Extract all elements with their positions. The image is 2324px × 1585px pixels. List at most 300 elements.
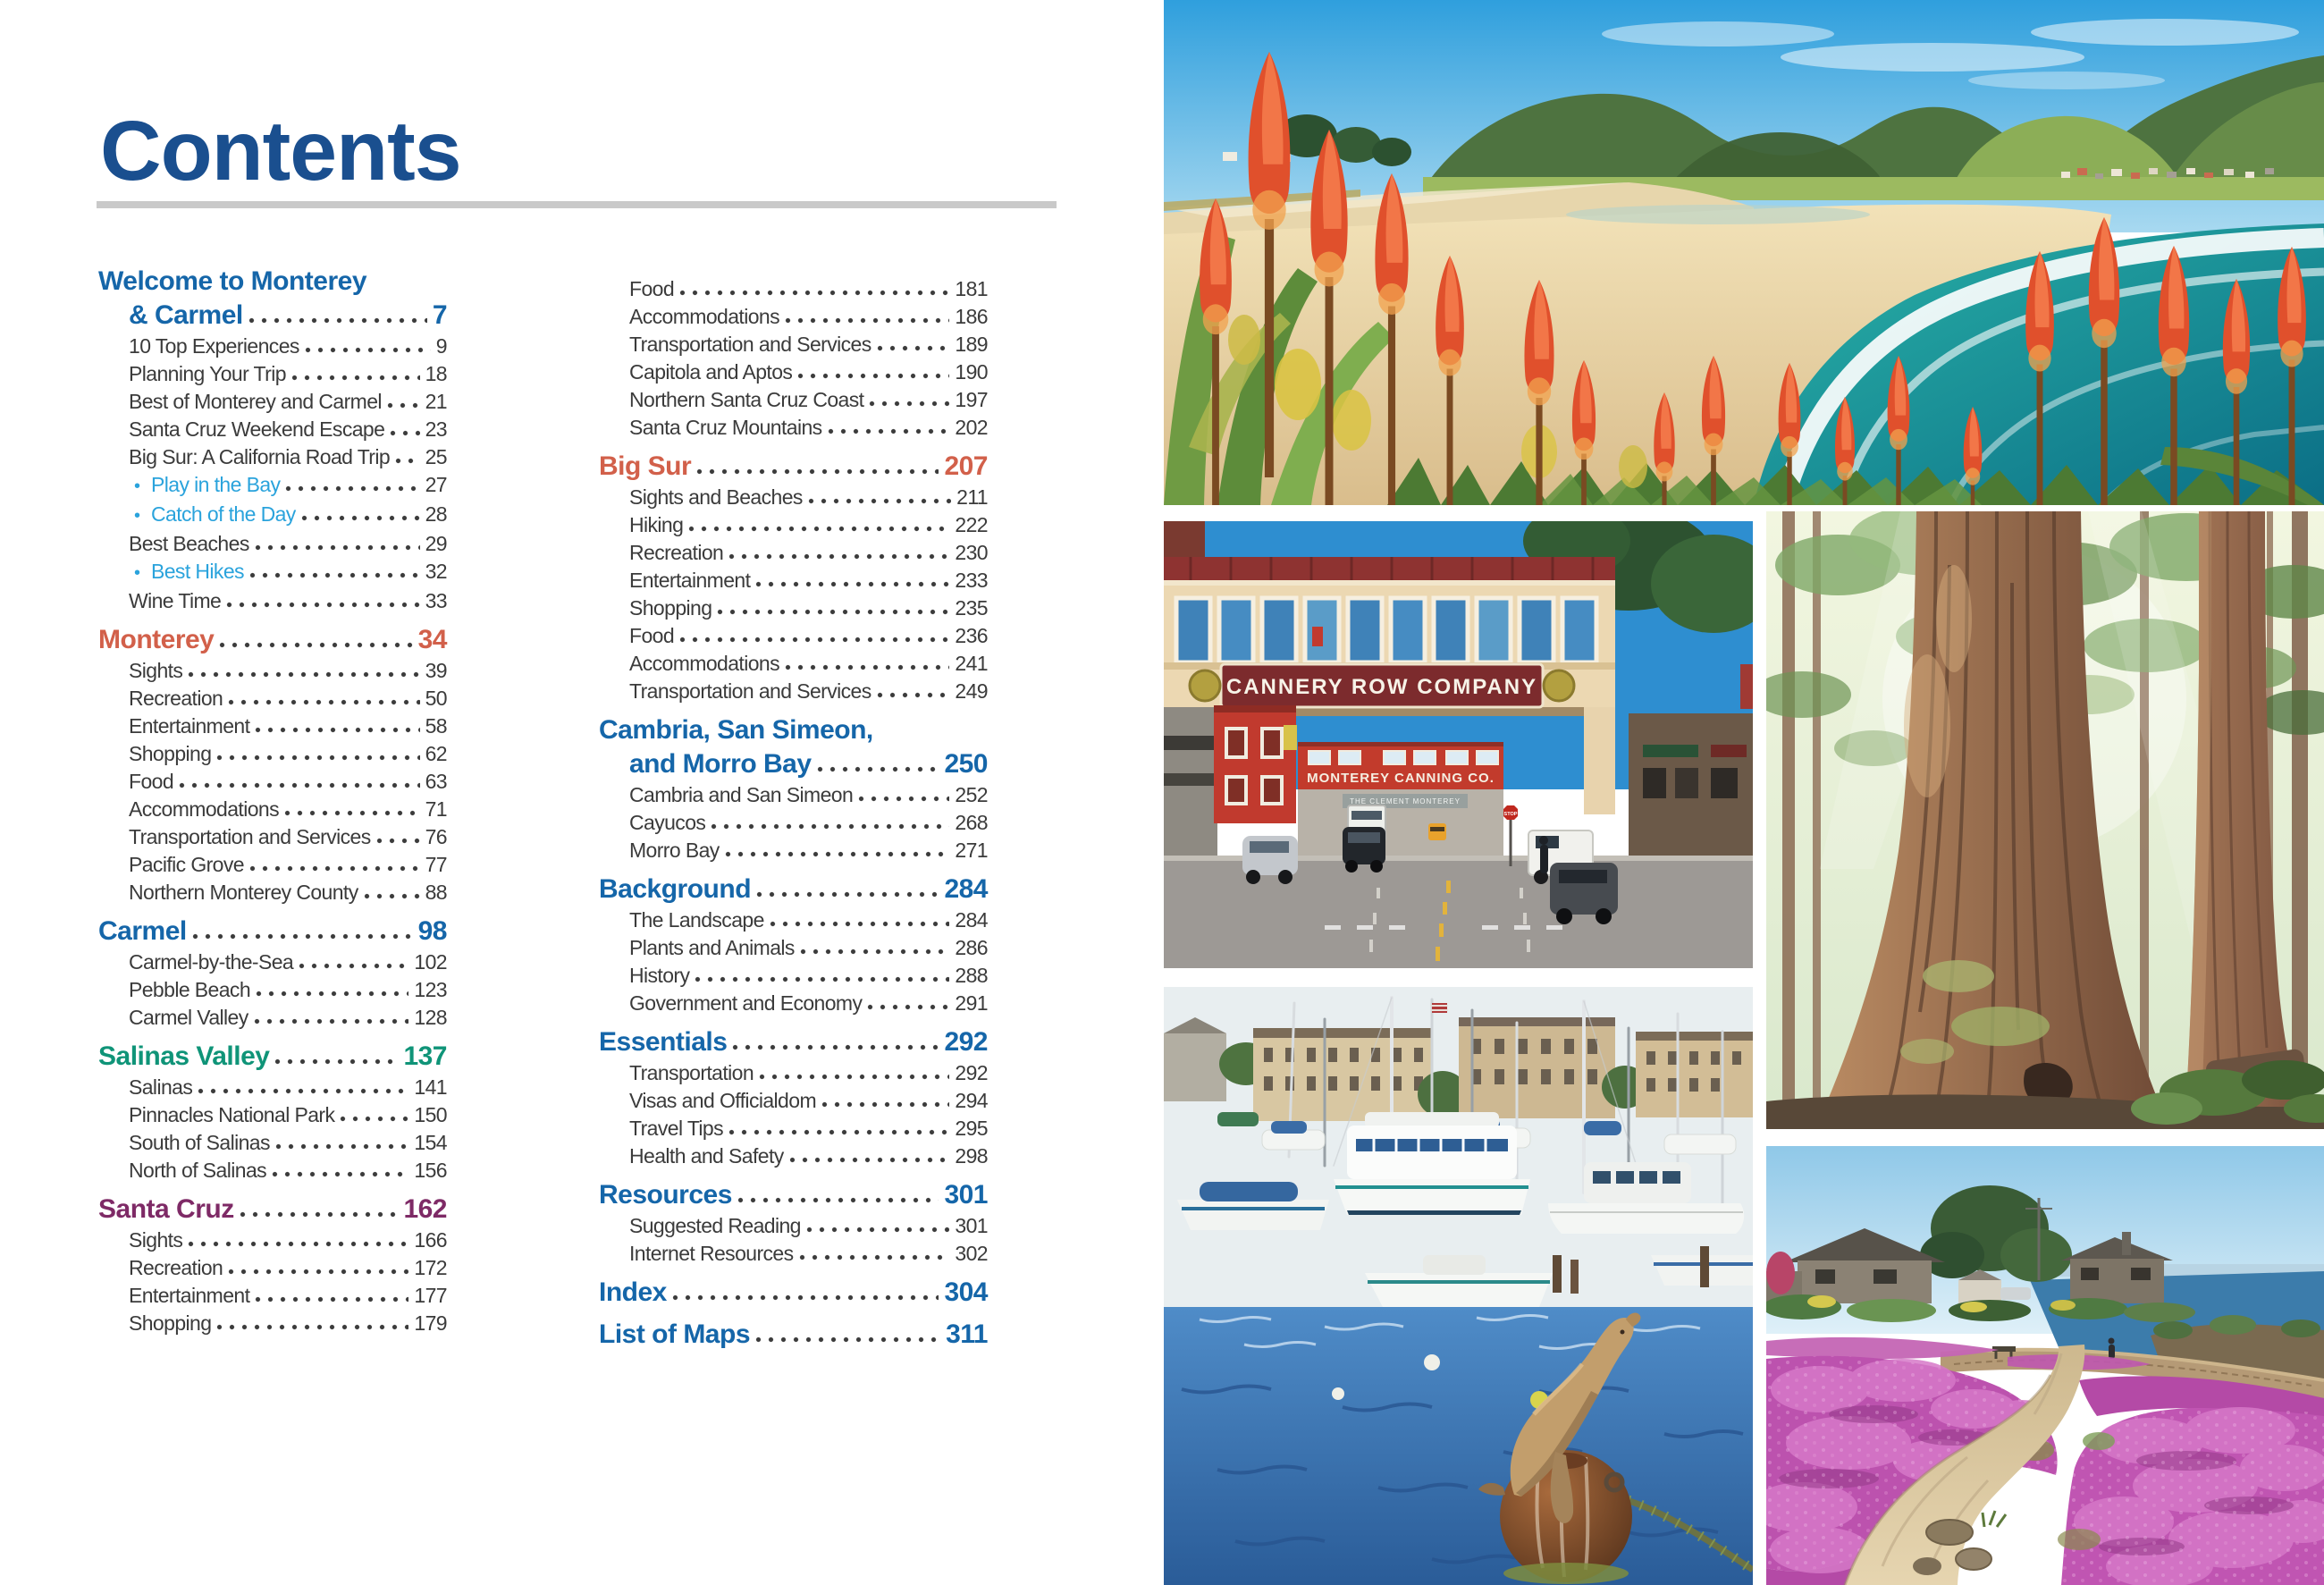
dot-leader bbox=[770, 921, 950, 927]
dot-leader bbox=[390, 430, 419, 436]
entry-label: Catch of the Day bbox=[151, 502, 296, 526]
entry-label: Sights bbox=[129, 659, 183, 682]
section-page-number: 207 bbox=[944, 451, 988, 481]
dot-leader bbox=[679, 290, 949, 296]
dot-leader bbox=[192, 933, 413, 940]
section-heading-label: Monterey bbox=[98, 625, 215, 654]
dot-leader bbox=[867, 1004, 949, 1010]
bullet-icon: • bbox=[134, 506, 140, 526]
entry-page-number: 71 bbox=[425, 797, 447, 821]
dot-leader bbox=[725, 851, 950, 857]
entry-page-number: 288 bbox=[955, 964, 988, 987]
toc-entry bbox=[599, 781, 988, 809]
entry-page-number: 77 bbox=[425, 853, 447, 876]
dot-leader bbox=[785, 664, 949, 670]
entry-label: Transportation bbox=[629, 1061, 754, 1084]
section-heading-line1: Welcome to Monterey bbox=[98, 266, 367, 296]
section-heading-label: Index bbox=[599, 1277, 667, 1307]
entry-page-number: 301 bbox=[955, 1214, 988, 1237]
dot-leader bbox=[291, 375, 420, 381]
dot-leader bbox=[759, 1074, 949, 1080]
entry-label: Cayucos bbox=[629, 811, 706, 834]
dot-leader bbox=[672, 1294, 939, 1301]
entry-page-number: 271 bbox=[955, 839, 988, 862]
toc-entry bbox=[599, 934, 988, 962]
dot-leader bbox=[808, 498, 951, 504]
section-heading-label: Resources bbox=[599, 1180, 732, 1210]
entry-label: History bbox=[629, 964, 690, 987]
entry-label: Accommodations bbox=[129, 797, 280, 821]
dot-leader bbox=[728, 1129, 949, 1135]
page-title: Contents bbox=[100, 104, 461, 198]
dot-leader bbox=[228, 699, 419, 705]
dot-leader bbox=[248, 317, 427, 324]
entry-page-number: 286 bbox=[955, 936, 988, 959]
toc-section-index bbox=[599, 1276, 988, 1310]
section-page-number: 284 bbox=[944, 874, 988, 904]
toc-entry-highlight bbox=[98, 471, 447, 501]
entry-page-number: 295 bbox=[955, 1117, 988, 1140]
entry-label: Planning Your Trip bbox=[129, 362, 286, 385]
entry-label: Health and Safety bbox=[629, 1144, 784, 1168]
entry-label: Entertainment bbox=[129, 1284, 250, 1307]
toc-entry bbox=[98, 851, 447, 879]
entry-page-number: 50 bbox=[425, 687, 447, 710]
dot-leader bbox=[717, 609, 949, 615]
toc-entry bbox=[98, 1129, 447, 1157]
section-heading bbox=[98, 915, 447, 948]
entry-label: Food bbox=[129, 770, 174, 793]
toc-entry bbox=[599, 594, 988, 622]
entry-page-number: 202 bbox=[955, 416, 988, 439]
entry-label: Pacific Grove bbox=[129, 853, 244, 876]
section-heading-label: Essentials bbox=[599, 1027, 728, 1057]
beach-illustration bbox=[1164, 0, 2324, 505]
entry-page-number: 241 bbox=[955, 652, 988, 675]
toc-entry bbox=[599, 539, 988, 567]
entry-page-number: 230 bbox=[955, 541, 988, 564]
entry-page-number: 249 bbox=[955, 679, 988, 703]
dot-leader bbox=[756, 891, 939, 898]
entry-label: Food bbox=[629, 624, 675, 647]
clement-sign-text: THE CLEMENT MONTEREY bbox=[1350, 797, 1461, 805]
dot-leader bbox=[755, 581, 949, 587]
dot-leader bbox=[797, 373, 949, 379]
entry-page-number: 186 bbox=[955, 305, 988, 328]
dot-leader bbox=[226, 602, 419, 608]
dot-leader bbox=[274, 1058, 398, 1065]
entry-label: Hiking bbox=[629, 513, 684, 536]
toc-entry bbox=[599, 1212, 988, 1240]
section-heading bbox=[599, 1276, 988, 1310]
section-page-number: 137 bbox=[403, 1041, 447, 1071]
entry-page-number: 179 bbox=[414, 1311, 447, 1335]
entry-page-number: 235 bbox=[955, 596, 988, 620]
entry-label: Santa Cruz Mountains bbox=[629, 416, 822, 439]
dot-leader bbox=[275, 1143, 409, 1150]
photo-ice-plant-path bbox=[1766, 1146, 2324, 1585]
dot-leader bbox=[679, 637, 949, 643]
entry-label: Capitola and Aptos bbox=[629, 360, 793, 384]
dot-leader bbox=[696, 468, 939, 475]
dot-leader bbox=[254, 1018, 409, 1024]
entry-label: Transportation and Services bbox=[629, 333, 872, 356]
toc-entry bbox=[98, 1004, 447, 1032]
dot-leader bbox=[249, 572, 420, 578]
toc-entry bbox=[599, 622, 988, 650]
entry-label: Northern Monterey County bbox=[129, 881, 358, 904]
section-page-number: 34 bbox=[417, 625, 447, 654]
dot-leader bbox=[240, 1211, 399, 1218]
toc-entry bbox=[98, 740, 447, 768]
redwoods-illustration bbox=[1766, 511, 2324, 1129]
entry-page-number: 252 bbox=[955, 783, 988, 806]
dot-leader bbox=[219, 642, 412, 648]
dot-leader bbox=[800, 948, 950, 955]
toc-entry bbox=[98, 1101, 447, 1129]
toc-entry bbox=[98, 333, 447, 360]
entry-label: Transportation and Services bbox=[129, 825, 371, 848]
dot-leader bbox=[858, 796, 949, 802]
dot-leader bbox=[789, 1157, 950, 1163]
dot-leader bbox=[828, 428, 950, 434]
entry-label: Santa Cruz Weekend Escape bbox=[129, 417, 385, 441]
toc-entry bbox=[599, 358, 988, 386]
toc-entry bbox=[599, 990, 988, 1017]
toc-entry bbox=[599, 837, 988, 864]
entry-page-number: 172 bbox=[414, 1256, 447, 1279]
section-heading bbox=[98, 1193, 447, 1227]
toc-section-essentials bbox=[599, 1025, 988, 1170]
entry-label: The Landscape bbox=[629, 908, 764, 932]
toc-entry bbox=[599, 906, 988, 934]
toc-column-1 bbox=[98, 265, 447, 1345]
entry-page-number: 222 bbox=[955, 513, 988, 536]
entry-page-number: 181 bbox=[955, 277, 988, 300]
entry-label: Best of Monterey and Carmel bbox=[129, 390, 382, 413]
toc-entry bbox=[98, 530, 447, 558]
section-page-number: 304 bbox=[944, 1277, 988, 1307]
toc-entry bbox=[599, 331, 988, 358]
entry-page-number: 76 bbox=[425, 825, 447, 848]
toc-entry bbox=[98, 712, 447, 740]
entry-page-number: 150 bbox=[414, 1103, 447, 1126]
entry-label: Accommodations bbox=[629, 652, 780, 675]
section-heading-label: List of Maps bbox=[599, 1319, 751, 1349]
entry-page-number: 236 bbox=[955, 624, 988, 647]
section-heading bbox=[599, 873, 988, 906]
entry-page-number: 21 bbox=[425, 390, 447, 413]
dot-leader bbox=[301, 515, 420, 521]
section-heading bbox=[98, 623, 447, 657]
entry-page-number: 211 bbox=[956, 485, 988, 509]
dot-leader bbox=[869, 400, 949, 407]
toc-entry bbox=[599, 386, 988, 414]
toc-entry bbox=[599, 678, 988, 705]
toc-entry bbox=[599, 1115, 988, 1142]
entry-label: Plants and Animals bbox=[629, 936, 795, 959]
dot-leader bbox=[255, 727, 419, 733]
entry-label: South of Salinas bbox=[129, 1131, 270, 1154]
entry-page-number: 141 bbox=[414, 1075, 447, 1099]
dot-leader bbox=[216, 1324, 408, 1330]
toc-entry bbox=[98, 976, 447, 1004]
toc-entry bbox=[599, 511, 988, 539]
dot-leader bbox=[817, 766, 939, 772]
entry-page-number: 154 bbox=[414, 1131, 447, 1154]
section-heading-label: Carmel bbox=[98, 916, 187, 946]
toc-entry bbox=[98, 796, 447, 823]
toc-entry bbox=[98, 1310, 447, 1337]
dot-leader bbox=[255, 1296, 408, 1303]
dot-leader bbox=[364, 893, 420, 899]
toc-entry bbox=[599, 1240, 988, 1268]
dot-leader bbox=[688, 526, 949, 532]
entry-label: Sights bbox=[129, 1228, 183, 1252]
toc-section-big-sur bbox=[599, 450, 988, 705]
dot-leader bbox=[198, 1088, 408, 1094]
harbor-illustration bbox=[1164, 987, 1753, 1585]
entry-label: Transportation and Services bbox=[629, 679, 872, 703]
stop-sign-text: STOP bbox=[1503, 812, 1518, 817]
entry-page-number: 294 bbox=[955, 1089, 988, 1112]
entry-page-number: 156 bbox=[414, 1159, 447, 1182]
entry-label: Sights and Beaches bbox=[629, 485, 803, 509]
dot-leader bbox=[395, 458, 420, 464]
dot-leader bbox=[387, 402, 420, 409]
toc-section-resources bbox=[599, 1178, 988, 1268]
entry-page-number: 23 bbox=[425, 417, 447, 441]
dot-leader bbox=[216, 755, 419, 761]
entry-page-number: 128 bbox=[414, 1006, 447, 1029]
dot-leader bbox=[728, 553, 949, 560]
photo-harbor-sea-lion bbox=[1164, 987, 1753, 1585]
entry-page-number: 190 bbox=[955, 360, 988, 384]
dot-leader bbox=[376, 838, 420, 844]
section-heading-label: Big Sur bbox=[599, 451, 692, 481]
toc-column-2 bbox=[599, 275, 988, 1360]
dot-leader bbox=[228, 1269, 408, 1275]
entry-label: Government and Economy bbox=[629, 991, 863, 1015]
entry-label: North of Salinas bbox=[129, 1159, 267, 1182]
entry-page-number: 102 bbox=[414, 950, 447, 974]
entry-label: 10 Top Experiences bbox=[129, 334, 299, 358]
entry-label: Entertainment bbox=[629, 569, 751, 592]
entry-label: Food bbox=[629, 277, 675, 300]
toc-entry bbox=[599, 275, 988, 303]
toc-section-salinas-valley bbox=[98, 1040, 447, 1185]
dot-leader bbox=[737, 1197, 939, 1203]
entry-page-number: 292 bbox=[955, 1061, 988, 1084]
toc-section-monterey bbox=[98, 623, 447, 906]
toc-entry bbox=[599, 414, 988, 442]
toc-entry bbox=[98, 587, 447, 615]
entry-label: Travel Tips bbox=[629, 1117, 724, 1140]
ice-plant-illustration bbox=[1766, 1146, 2324, 1585]
entry-label: Morro Bay bbox=[629, 839, 720, 862]
toc-entry bbox=[98, 657, 447, 685]
photo-beach-aloe bbox=[1164, 0, 2324, 505]
section-page-number: 250 bbox=[944, 749, 988, 779]
toc-section-carmel bbox=[98, 915, 447, 1032]
entry-page-number: 166 bbox=[414, 1228, 447, 1252]
entry-page-number: 28 bbox=[425, 502, 447, 526]
entry-page-number: 302 bbox=[955, 1242, 988, 1265]
dot-leader bbox=[285, 485, 419, 492]
section-heading-label: Santa Cruz bbox=[98, 1194, 234, 1224]
toc-entry bbox=[98, 1157, 447, 1185]
toc-section-cambria bbox=[599, 713, 988, 864]
section-page-number: 98 bbox=[417, 916, 447, 946]
entry-page-number: 58 bbox=[425, 714, 447, 738]
entry-label: Entertainment bbox=[129, 714, 250, 738]
entry-page-number: 27 bbox=[425, 473, 447, 496]
entry-label: Carmel-by-the-Sea bbox=[129, 950, 294, 974]
entry-page-number: 177 bbox=[414, 1284, 447, 1307]
dot-leader bbox=[695, 976, 949, 982]
dot-leader bbox=[284, 810, 420, 816]
section-page-number: 292 bbox=[944, 1027, 988, 1057]
toc-section-list-of-maps bbox=[599, 1318, 988, 1352]
toc-entry bbox=[98, 1227, 447, 1254]
dot-leader bbox=[305, 347, 431, 353]
entry-label: Best Hikes bbox=[151, 560, 244, 583]
canning-co-bridge bbox=[1298, 742, 1503, 875]
toc-entry bbox=[599, 484, 988, 511]
section-heading-line1: Cambria, San Simeon, bbox=[599, 715, 873, 745]
entry-label: Pebble Beach bbox=[129, 978, 251, 1001]
entry-page-number: 9 bbox=[435, 334, 447, 358]
toc-entry bbox=[98, 443, 447, 471]
section-page-number: 311 bbox=[946, 1319, 988, 1349]
entry-label: Pinnacles National Park bbox=[129, 1103, 335, 1126]
toc-entry bbox=[98, 1074, 447, 1101]
toc-entry bbox=[599, 1087, 988, 1115]
section-heading-label: & Carmel bbox=[129, 300, 243, 330]
dot-leader bbox=[188, 1241, 408, 1247]
section-heading-line2 bbox=[98, 299, 447, 333]
entry-page-number: 62 bbox=[425, 742, 447, 765]
entry-label: Cambria and San Simeon bbox=[629, 783, 854, 806]
entry-page-number: 189 bbox=[955, 333, 988, 356]
entry-label: Internet Resources bbox=[629, 1242, 794, 1265]
toc-entry bbox=[98, 416, 447, 443]
dot-leader bbox=[877, 692, 950, 698]
toc-entry bbox=[98, 948, 447, 976]
entry-label: Northern Santa Cruz Coast bbox=[629, 388, 864, 411]
entry-label: Recreation bbox=[129, 687, 223, 710]
dot-leader bbox=[255, 544, 420, 551]
entry-page-number: 63 bbox=[425, 770, 447, 793]
bullet-icon: • bbox=[134, 476, 140, 496]
dot-leader bbox=[799, 1254, 950, 1260]
dot-leader bbox=[179, 782, 420, 788]
section-heading bbox=[98, 1040, 447, 1074]
entry-page-number: 197 bbox=[955, 388, 988, 411]
toc-entry bbox=[599, 809, 988, 837]
entry-label: Recreation bbox=[129, 1256, 223, 1279]
toc-entry-highlight bbox=[98, 558, 447, 587]
section-heading bbox=[599, 450, 988, 484]
dot-leader bbox=[249, 865, 420, 872]
title-divider bbox=[97, 201, 1057, 208]
section-page-number: 162 bbox=[403, 1194, 447, 1224]
dot-leader bbox=[755, 1336, 940, 1343]
entry-page-number: 25 bbox=[425, 445, 447, 468]
dot-leader bbox=[821, 1101, 949, 1108]
entry-page-number: 88 bbox=[425, 881, 447, 904]
toc-entry bbox=[98, 1254, 447, 1282]
section-page-number: 7 bbox=[432, 300, 447, 330]
section-heading bbox=[599, 1178, 988, 1212]
entry-label: Salinas bbox=[129, 1075, 193, 1099]
section-heading-line2 bbox=[599, 747, 988, 781]
section-heading-label: and Morro Bay bbox=[629, 749, 812, 779]
entry-label: Shopping bbox=[629, 596, 712, 620]
entry-label: Visas and Officialdom bbox=[629, 1089, 816, 1112]
cannery-row-illustration bbox=[1164, 521, 1753, 968]
toc-section-background bbox=[599, 873, 988, 1017]
entry-page-number: 284 bbox=[955, 908, 988, 932]
entry-page-number: 29 bbox=[425, 532, 447, 555]
cannery-row-sign-text: CANNERY ROW COMPANY bbox=[1225, 675, 1538, 699]
toc-entry bbox=[98, 768, 447, 796]
toc-entry bbox=[98, 1282, 447, 1310]
section-heading-label: Salinas Valley bbox=[98, 1041, 270, 1071]
entry-label: Accommodations bbox=[629, 305, 780, 328]
entry-page-number: 39 bbox=[425, 659, 447, 682]
dot-leader bbox=[732, 1044, 939, 1050]
toc-entry bbox=[599, 303, 988, 331]
entry-label: Big Sur: A California Road Trip bbox=[129, 445, 391, 468]
toc-entry bbox=[98, 823, 447, 851]
section-heading-label: Background bbox=[599, 874, 752, 904]
toc-entry bbox=[98, 360, 447, 388]
entry-page-number: 298 bbox=[955, 1144, 988, 1168]
entry-label: Shopping bbox=[129, 742, 212, 765]
toc-entry bbox=[98, 685, 447, 712]
entry-label: Play in the Bay bbox=[151, 473, 281, 496]
photo-redwoods bbox=[1766, 511, 2324, 1129]
dot-leader bbox=[877, 345, 950, 351]
dot-leader bbox=[806, 1227, 950, 1233]
entry-label: Shopping bbox=[129, 1311, 212, 1335]
toc-entry bbox=[599, 1059, 988, 1087]
toc-entry bbox=[599, 1142, 988, 1170]
monterey-canning-sign-text: MONTEREY CANNING CO. bbox=[1307, 771, 1495, 786]
toc-entry bbox=[98, 879, 447, 906]
toc-entry-highlight bbox=[98, 501, 447, 530]
entry-page-number: 268 bbox=[955, 811, 988, 834]
bullet-icon: • bbox=[134, 563, 140, 583]
entry-label: Recreation bbox=[629, 541, 724, 564]
toc-section-santa-cruz-continued bbox=[599, 275, 988, 442]
dot-leader bbox=[256, 991, 408, 997]
toc-entry bbox=[599, 567, 988, 594]
entry-label: Carmel Valley bbox=[129, 1006, 248, 1029]
entry-label: Best Beaches bbox=[129, 532, 249, 555]
entry-label: Suggested Reading bbox=[629, 1214, 801, 1237]
toc-entry bbox=[599, 650, 988, 678]
entry-page-number: 32 bbox=[425, 560, 447, 583]
dot-leader bbox=[785, 317, 949, 324]
section-heading bbox=[599, 1025, 988, 1059]
entry-page-number: 123 bbox=[414, 978, 447, 1001]
toc-entry bbox=[98, 388, 447, 416]
photo-cannery-row bbox=[1164, 521, 1753, 968]
section-heading bbox=[599, 1318, 988, 1352]
dot-leader bbox=[299, 963, 408, 969]
